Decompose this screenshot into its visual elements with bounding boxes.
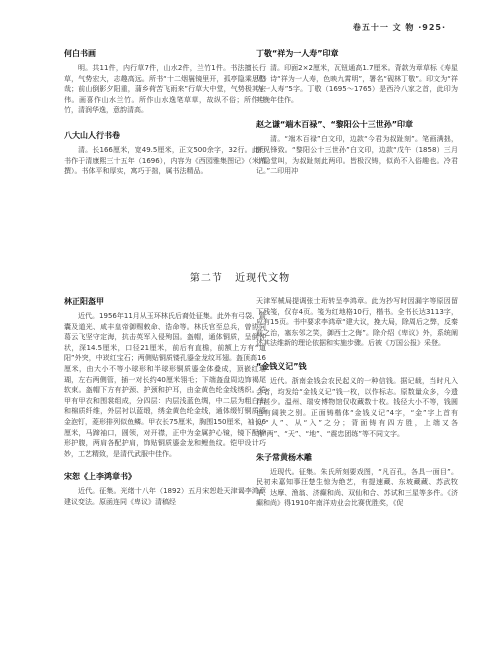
entry-body: 近代。1956年11月从玉环林氏后裔处征集。此外有弓袋、箭囊及道光、咸丰皇帝御赐敕命、诰命等。林氏官至总兵，曾协同葛云飞坚守定海，抗击英军入侵殉国。盔帽，通体铜质，呈倒钟状，深14.5厘米，口径21厘米，前后有直檐，前额上方有“道阳”外突，中崁红宝石；两侧贴铜质镂孔鎏金龙纹耳翅。盔顶高16厘米，由大小不等小球形和半球形铜质鎏金体叠成，顶嵌红珊瑚，左右两侧管，插一对长约40厘米翎毛；下端盔盘周边饰褐尾软束。盔帽下方有护颈、护颈和护耳，由金黄色纶金线绣织。铠甲有甲衣和围裳组成，分四层：内层浅蓝色绸，中二层为粗白布和棉质纤维，外层衬以蓝缎，绣金黄色纶金线，通体缀钉铜质鎏金泡钉，菱形排列似鱼鳞。甲衣长75厘米，胸围150厘米，袖长6厘米，马蹄袖口，圆领，对开襟，正中为金属护心镜，镜下配棉形护腹，两肩各配护肩，饰贴铜质鎏金龙和鲤鱼纹。铠甲设计巧妙，工艺精致，是清代武服中佳作。 <box>64 312 266 458</box>
entry-lin-zhengyang-armor <box>64 296 266 459</box>
entry-he-bai <box>64 48 266 116</box>
bottom-left-column <box>64 296 266 508</box>
entry-body: 清。长166厘米，宽49.5厘米，正文500余字，32行。此行书作于清康熙三十五年（1696），内容为《西园雅集图记》（米芾撰）。书体平和厚实，寓巧于拙，属书法精品。 <box>64 145 266 176</box>
entry-ding-jing-seal <box>256 48 458 105</box>
entry-title: 朱子常黄杨木雕 <box>256 452 312 462</box>
entry-jinqian-yiji-coin <box>256 361 458 440</box>
entry-body: 天津军械局提调张士珩转呈李鸿章。此为抄写时因漏字等原因留下残笺，仅存4页。笺为红地格10行，楷书。全书长达3113字，应有15页。书中要求李鸿章“建大议，挽大局，除周后之弊，反秦前之治，塞东邻之笑，御西士之侮”。除介绍《卑议》外，系统阐述其法维新的理论依据和实施步骤。后被《万国公报》采登。 <box>256 297 458 348</box>
entry-title: 何白书画 <box>64 49 96 58</box>
entry-bada-shanren <box>64 130 266 177</box>
entry-song-shu-letter <box>64 471 266 507</box>
entry-zhu-zichang-carving <box>256 452 458 509</box>
entry-body: 近现代。征集。朱氏所刻要戏图，“凡百孔，各具一面目”。民初未嘉知事汪楚生惊为绝艺，有提速藏、东坡藏藏、苏武牧羊、达摩、渔翁、济癫和尚、双仙和合、苏试和三星等多件。《济癫和尚》得1910年南洋劝业会比赛优胜奖，《促 <box>256 467 458 508</box>
entry-body: 清。印面2×2厘米，瓦钮通高1.7厘米。背款为章草标《寿星见》诗“祥为一人寿，色映九霄明”，署名“砚林丁敬”。印文为“祥为一人寿”5字。丁敬（1695～1765）是西泠八家之首，此印为其晚年佳作。 <box>256 64 458 104</box>
entry-title: 丁敬“祥为一人寿”印章 <box>256 49 339 58</box>
section-heading <box>0 269 480 284</box>
entry-title: “金钱义记”钱 <box>256 361 307 371</box>
entry-title: 宋恕《上李鸿章书》 <box>64 472 136 482</box>
entry-letter-continued <box>256 296 458 349</box>
entry-body: 明。共11件，内行草7件，山水2件，兰竹1件。书法擅长行草，气势宏大，志趣高远。所书“十二烟鬟镜里开，孤亭隐乘思悠哉；前山倒影夕阳重，蒲乡荷苦飞雨来”行草大中堂，气势极其宏伟。画喜作山水兰竹。所作山水逸笔草草，故纵不俗；所作兰竹，清润华逸，意韵清高。 <box>64 64 266 115</box>
top-right-column <box>256 48 458 177</box>
section-name: 近现代文物 <box>235 273 291 284</box>
entry-title: 林正阳盔甲 <box>64 297 104 306</box>
bottom-right-column <box>256 296 458 509</box>
entry-body: 近代。征集。光绪十八年（1892）五月宋恕赴天津谒李鸿章建议变法。原函连同《卑议》清稿经 <box>64 487 266 506</box>
entry-body: 清。“端木百禄”白文印，边款“今君为叔趾刻”。笔画满拙，颇见锋致。“黎阳公十三世孙”白文印，边款“戊午（1858）三月小隐堂叫，为叔趾刻此两印。皆极汉铸，似尚不入俗趣也。冷君记。”二印用冲 <box>256 135 458 176</box>
entry-title: 赵之谦“端木百禄”、“黎阳公十三世孙”印章 <box>256 120 414 130</box>
entry-body: 近代。浙南金钱会农民起义的一种信钱。据记载，当时凡入会者，均发给“金钱义记”钱一枚，以作标志。原数量众多，今遗存甚少。温州、瑞安博物馆仅收藏数十枚。钱径大小不等，钱圆也有阔狭之别。正面铸楷体“金钱义记”4字，“金”字上首有从“人”、从“入”之分；背面铸有四方胜，上端又各有“两”、“天”、“地”、“震忠团练”等不同文字。 <box>256 376 458 438</box>
section-number: 第二节 <box>189 273 223 284</box>
entry-title: 八大山人行书卷 <box>64 130 120 140</box>
entry-zhao-zhiqian-seals <box>256 119 458 176</box>
running-head: 卷五十一 文 物 ·925· <box>352 23 446 32</box>
top-left-column <box>64 48 266 177</box>
